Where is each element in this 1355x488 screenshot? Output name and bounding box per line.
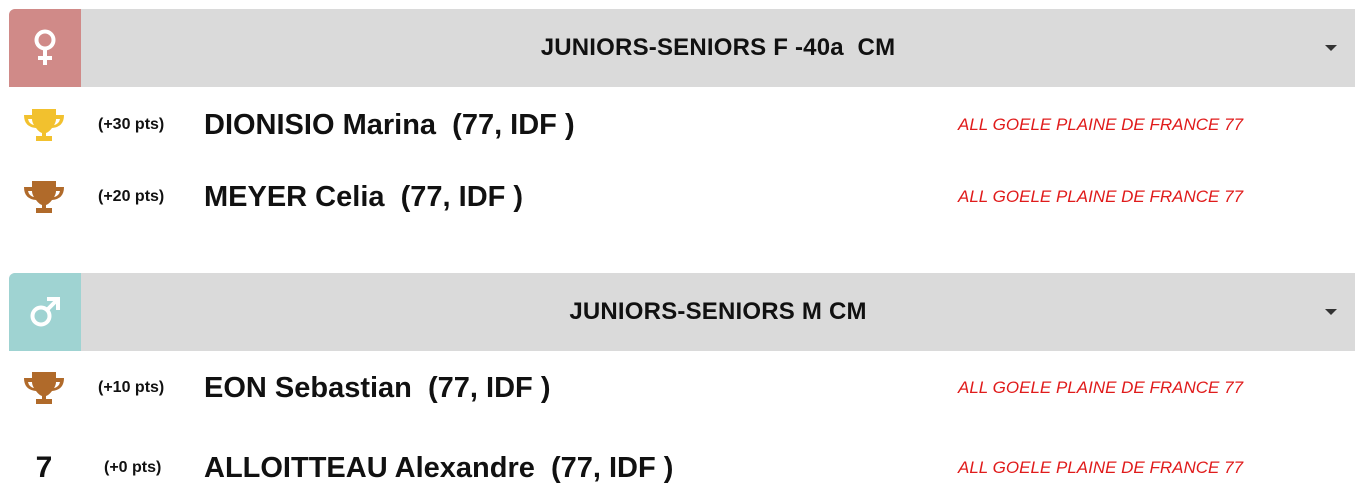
male-symbol-icon <box>28 295 62 329</box>
athlete-name[interactable]: MEYER Celia (77, IDF ) <box>204 181 524 213</box>
rank-cell <box>20 368 68 408</box>
bronze-trophy-icon <box>21 370 67 406</box>
athlete-name[interactable]: ALLOITTEAU Alexandre (77, IDF ) <box>204 452 674 484</box>
male-gender-badge <box>9 273 81 351</box>
result-row <box>9 448 1355 488</box>
category-section-male <box>9 273 1355 484</box>
category-title: JUNIORS-SENIORS M CM <box>569 298 867 325</box>
category-header[interactable] <box>9 9 1355 87</box>
club-name[interactable]: ALL GOELE PLAINE DE FRANCE 77 <box>958 458 1244 477</box>
caret-down-icon[interactable] <box>1325 309 1337 315</box>
gold-trophy-icon <box>21 107 67 143</box>
category-header[interactable] <box>9 273 1355 351</box>
result-row <box>9 368 1355 408</box>
rank-cell <box>20 448 68 488</box>
rank-cell <box>20 105 68 145</box>
category-title: JUNIORS-SENIORS F -40a CM <box>540 34 896 61</box>
rank-number: 7 <box>35 451 53 484</box>
caret-down-icon[interactable] <box>1325 45 1337 51</box>
points-label: (+30 pts) <box>98 116 165 133</box>
athlete-name[interactable]: DIONISIO Marina (77, IDF ) <box>204 109 575 141</box>
female-gender-badge <box>9 9 81 87</box>
bronze-trophy-icon <box>21 179 67 215</box>
female-symbol-icon <box>32 28 58 68</box>
club-name[interactable]: ALL GOELE PLAINE DE FRANCE 77 <box>958 187 1244 206</box>
club-name[interactable]: ALL GOELE PLAINE DE FRANCE 77 <box>958 115 1244 134</box>
points-label: (+20 pts) <box>98 188 165 205</box>
club-name[interactable]: ALL GOELE PLAINE DE FRANCE 77 <box>958 378 1244 397</box>
points-label: (+0 pts) <box>104 459 162 476</box>
result-row <box>9 105 1355 145</box>
athlete-name[interactable]: EON Sebastian (77, IDF ) <box>204 372 551 404</box>
rank-cell <box>20 177 68 217</box>
points-label: (+10 pts) <box>98 379 165 396</box>
result-row <box>9 177 1355 217</box>
category-section-female <box>9 9 1355 213</box>
